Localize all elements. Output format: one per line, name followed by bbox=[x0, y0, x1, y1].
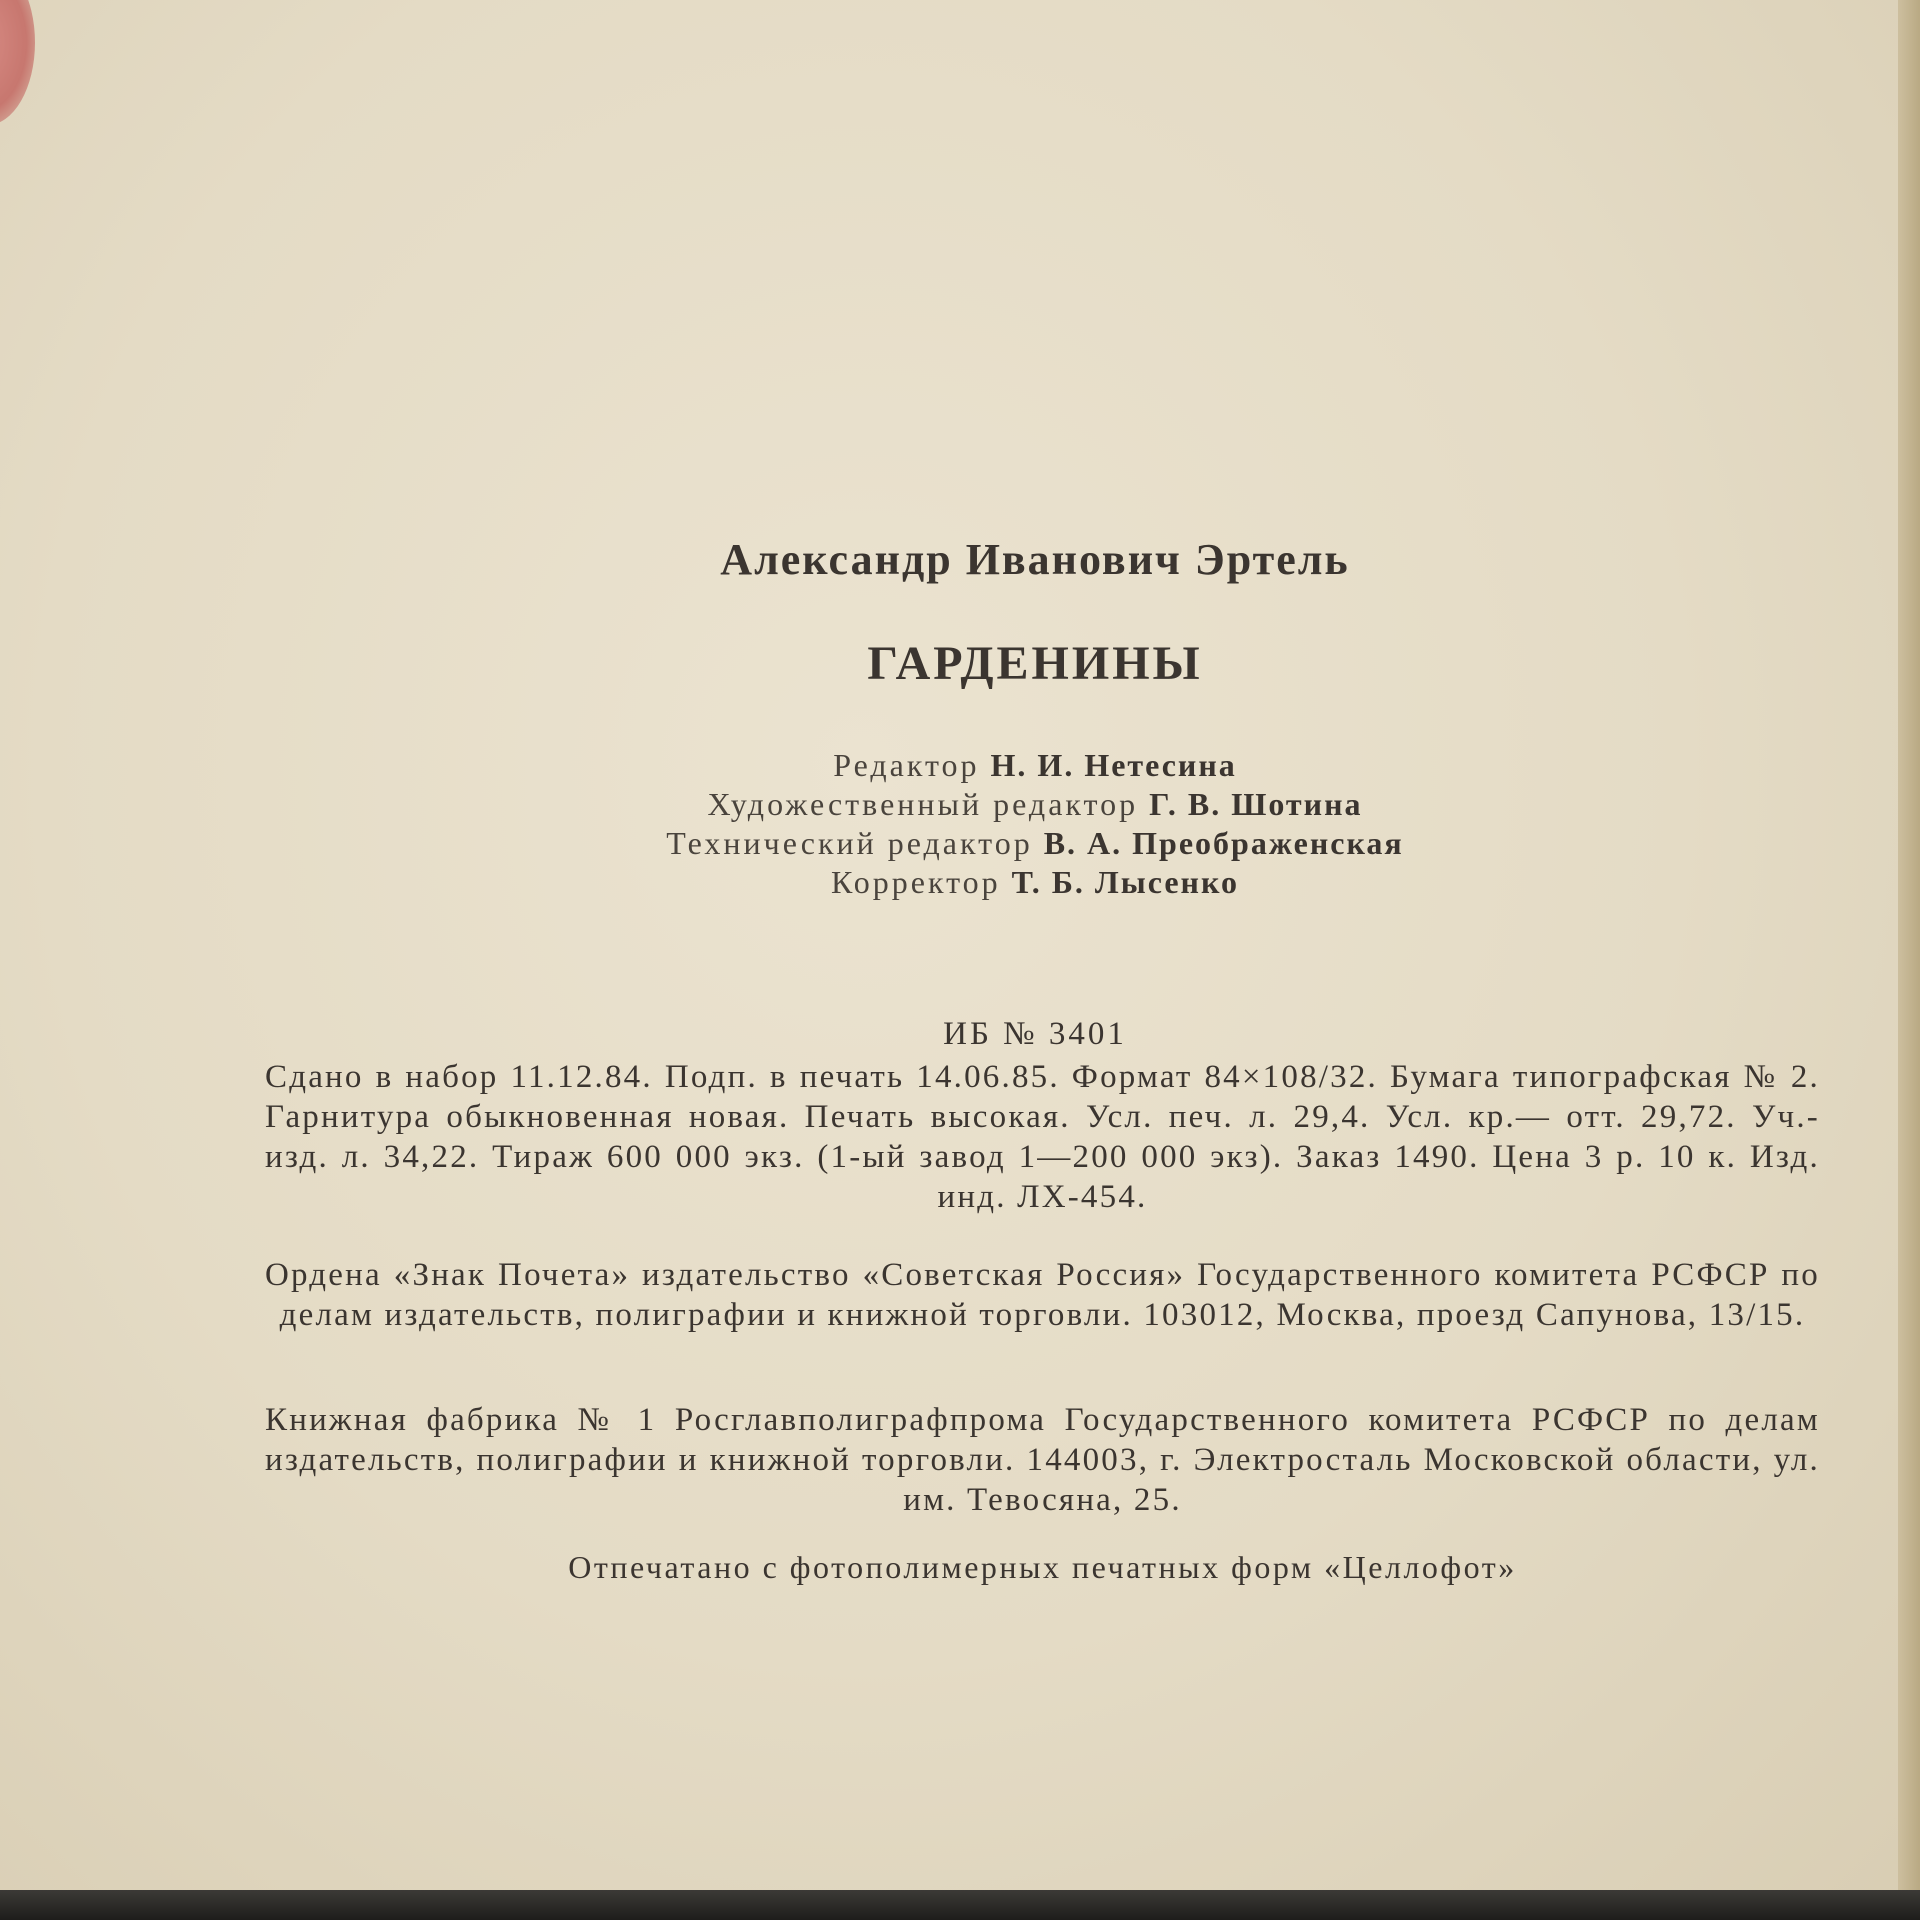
credit-person: Т. Б. Лысенко bbox=[1011, 864, 1239, 900]
credit-art-editor bbox=[150, 785, 1920, 824]
finger bbox=[0, 0, 35, 125]
credit-role: Художественный редактор bbox=[707, 786, 1139, 822]
credit-proofreader bbox=[150, 863, 1920, 902]
page-edge-right bbox=[1898, 0, 1920, 1900]
credit-person: Н. И. Нетесина bbox=[990, 747, 1237, 783]
credit-role: Технический редактор bbox=[666, 825, 1033, 861]
ib-number: ИБ № 3401 bbox=[943, 1016, 1127, 1052]
credit-tech-editor bbox=[150, 824, 1920, 863]
printer-info: Книжная фабрика № 1 Росглавполиграфпрома Государственного комитета РСФСР по делам издательств, полиграфии и книжной торговли. 144003, г. Электросталь Московской области, ул. им. Тевосяна, 25. bbox=[265, 1402, 1820, 1518]
page-edge-bottom bbox=[0, 1890, 1920, 1920]
credit-role: Корректор bbox=[830, 864, 1001, 900]
imprint-details: Сдано в набор 11.12.84. Подп. в печать 14.06.85. Формат 84×108/32. Бумага типографская № 2. Гарнитура обыкновенная новая. Печать высокая. Усл. печ. л. 29,4. Усл. кр.— отт. 29,72. Уч.-изд. л. 34,22. Тираж 600 000 экз. (1-ый завод 1—200 000 экз). Заказ 1490. Цена 3 р. 10 к. Изд. инд. ЛХ-454. bbox=[265, 1059, 1820, 1215]
publisher-info: Ордена «Знак Почета» издательство «Советская Россия» Государственного комитета РСФСР по делам издательств, полиграфии и книжной торговли. 103012, Москва, проезд Сапунова, 13/15. bbox=[265, 1257, 1820, 1333]
credit-editor bbox=[150, 746, 1920, 785]
credit-person: Г. В. Шотина bbox=[1149, 786, 1363, 822]
credit-person: В. А. Преображенская bbox=[1043, 825, 1404, 861]
credit-role: Редактор bbox=[833, 747, 980, 783]
credits-list bbox=[0, 746, 1920, 902]
print-plates-note: Отпечатано с фотополимерных печатных форм «Целлофот» bbox=[568, 1549, 1517, 1585]
author-name: Александр Иванович Эртель bbox=[720, 535, 1350, 584]
book-title: ГАРДЕНИНЫ bbox=[867, 637, 1203, 690]
